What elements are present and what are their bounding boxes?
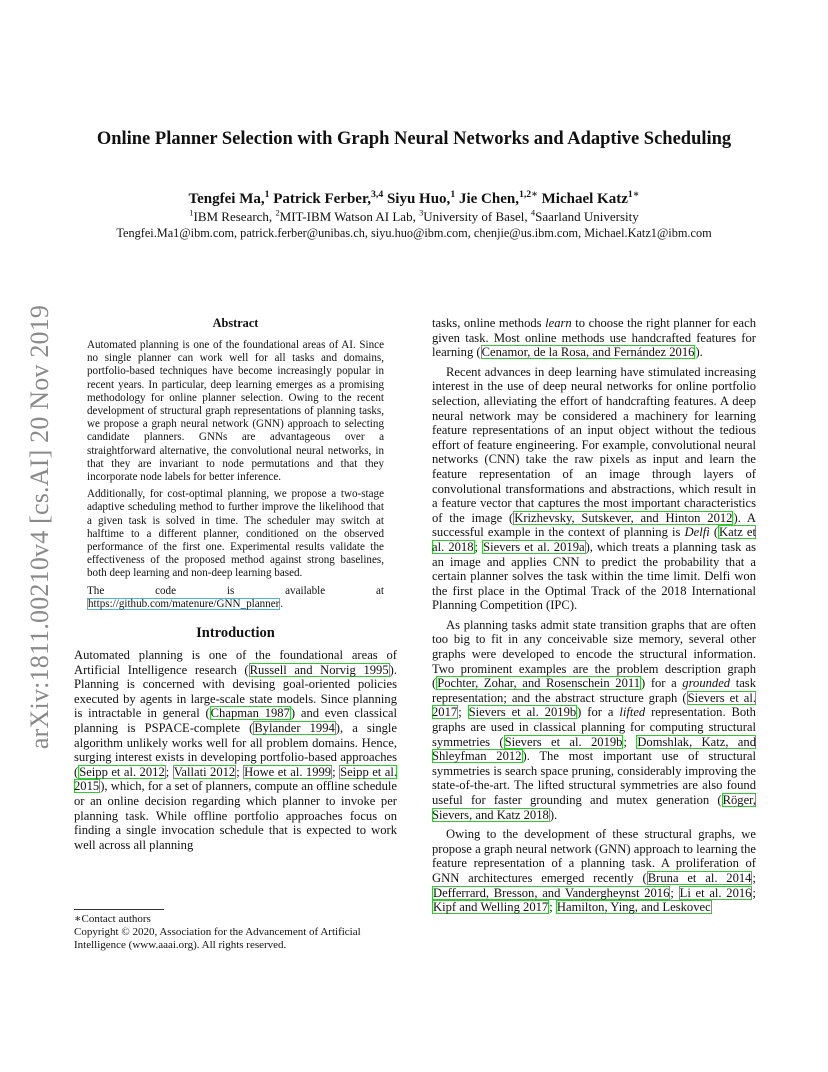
author: Siyu Huo,$^1$ [386,189,456,207]
citation-link[interactable]: Seipp et al. 2012 [79,764,165,779]
right-column [432,316,756,920]
citation-link[interactable]: Pochter, Zohar, and Rosenschein 2011 [437,676,641,691]
citation-link[interactable]: Russell and Norvig 1995 [249,662,389,677]
left-column [74,316,397,857]
introduction-heading: Introduction [196,625,275,642]
paper-title: Online Planner Selection with Graph Neural Networks and Adaptive Scheduling [96,129,732,149]
citation-link[interactable]: Seipp et al. 2015 [74,764,397,794]
citation-link[interactable]: Bylander 1994 [254,721,335,736]
author-list [60,191,768,208]
body-paragraph: As planning tasks admit state transition graphs that are often too big to fit in any conceivable size memory, several other graphs were developed to encode the structural information. Two prominent examples are the problem description graph (Pochter, Zohar, and Rosenschein 2011) for a grounded task representation; and the abstract structure graph (Sievers et al. 2017; Sievers et al. 2019b) for a lifted representation. Both graphs are used in classical planning for computing structural symmetries (Sievers et al. 2019b; Domshlak, Katz, and Shleyfman 2012). The most important use of structural symmetries is search space pruning, considerably improving the state-of-the-art. The lifted structural symmetries are also found useful for faster grounding and mutex generation (Röger, Sievers, and Katz 2018). [432,617,756,822]
body-paragraph: tasks, online methods learn to choose the right planner for each given task. Most online methods use handcrafted features for learning (Cenamor, de la Rosa, and Fernández 2016). [432,316,757,360]
arxiv-stamp [20,292,60,762]
citation-link[interactable]: Howe et al. 1999 [244,764,332,779]
abstract-paragraph: The code is available at https://github.com/matenure/GNN_planner. [87,584,384,610]
body-paragraph: Automated planning is one of the foundational areas of Artificial Intelligence research (Russell and Norvig 1995). Planning is concerned with devising goal-oriented policies executed by agents in large-scale state models. Since planning is intractable in general (Chapman 1987) and even classical planning is PSPACE-complete (Bylander 1994), a single algorithm unlikely works well for all problem domains. Hence, surging interest exists in developing portfolio-based approaches (Seipp et al. 2012; Vallati 2012; Howe et al. 1999; Seipp et al. 2015), which, for a set of planners, compute an offline schedule or an online decision regarding which planner to invoke per planning task. While offline portfolio approaches focus on finding a single invocation schedule that is expected to work well across all planning [74,648,397,852]
author: Michael Katz$^{1∗}$ [541,189,640,207]
citation-link[interactable]: Vallati 2012 [173,764,236,779]
abstract-paragraph: Automated planning is one of the foundational areas of AI. Since no single planner can work well for all tasks and domains, portfolio-based techniques have become increasingly popular in recent years. In particular, deep learning emerges as a promising methodology for online planner selection. Owing to the recent development of structural graph representations of planning tasks, we propose a graph neural network (GNN) approach to selecting candidate planners. GNNs are advantageous over a straightforward alternative, the convolutional neural networks, in that they are invariant to node permutations and that they incorporate node labels for better inference. [87,339,384,484]
citation-link[interactable]: Hamilton, Ying, and Leskovec [556,900,711,915]
footnote-rule [74,909,164,910]
citation-link[interactable]: Sievers et al. 2017 [432,690,756,720]
arxiv-stamp-text: arXiv:1811.00210v4 [cs.AI] 20 Nov 2019 [25,304,54,750]
body-paragraph: Owing to the development of these structural graphs, we propose a graph neural network (GNN) approach to learning the feature representation of a planning task. A proliferation of GNN architectures emerged recently (Bruna et al. 2014; Defferrard, Bresson, and Vandergheynst 2016; Li et al. 2016; Kipf and Welling 2017; Hamilton, Ying, and Leskovec [432,827,756,915]
citation-link[interactable]: Röger, Sievers, and Katz 2018 [432,793,756,822]
introduction-left-text [74,648,397,852]
body-paragraph: Recent advances in deep learning have stimulated increasing interest in the use of deep neural networks for online portfolio selection, alleviating the effort of handcrafting features. A deep neural network may be considered a machinery for learning feature representations of an input object without the tedious effort of feature engineering. For example, convolutional neural networks (CNN) take the raw pixels as input and learn the feature representation of an image through layers of convolutional transformations and abstractions, which result in a feature vector that captures the most important characteristics of the image (Krizhevsky, Sutskever, and Hinton 2012). A successful example in the context of planning is Delfi (Katz et al. 2018; Sievers et al. 2019a), which treats a planning task as an image and applies CNN to predict the probability that a certain planner solves the task within the time limit. Delfi won the first place in the Optimal Track of the 2018 International Planning Competition (IPC). [432,364,757,613]
citation-link[interactable]: Sievers et al. 2019b [468,705,577,720]
citation-link[interactable]: Krizhevsky, Sutskever, and Hinton 2012 [514,510,733,525]
abstract-heading: Abstract [212,316,259,330]
abstract-body [74,339,397,611]
citation-link[interactable]: Chapman 1987 [210,706,290,721]
code-link[interactable]: https://github.com/matenure/GNN_planner [88,597,280,610]
citation-link[interactable]: Sievers et al. 2019a [483,539,585,554]
abstract-paragraph: Additionally, for cost-optimal planning, we propose a two-stage adaptive scheduling method to further improve the likelihood that a given task is solved in time. The scheduler may switch at halftime to a different planner, conditioned on the observed performance of the first one. Experimental results validate the effectiveness of the proposed method against strong baselines, both deep learning and non-deep learning based. [87,488,384,580]
citation-link[interactable]: Sievers et al. 2019b [504,734,623,749]
footnote-copyright: Copyright © 2020, Association for the Advancement of Artificial Intelligence (www.aaai.org). All rights reserved. [74,926,361,951]
author: Tengfei Ma,$^1$ [188,189,270,207]
citation-link[interactable]: Kipf and Welling 2017 [433,900,549,915]
introduction-right-text [432,316,756,915]
author: Patrick Ferber,$^{3,4}$ [273,189,384,207]
author: Jie Chen,$^{1,2∗}$ [458,189,538,207]
citation-link[interactable]: Domshlak, Katz, and Shleyfman 2012 [432,734,756,764]
author-emails: Tengfei.Ma1@ibm.com, patrick.ferber@unibas.ch, siyu.huo@ibm.com, chenjie@us.ibm.com, Michael.Katz1@ibm.com [116,226,712,240]
footnote [74,909,397,952]
citation-link[interactable]: Katz et al. 2018 [432,525,756,554]
affiliations: $^1$IBM Research, $^2$MIT-IBM Watson AI Lab, $^3$University of Basel, $^4$Saarland University [189,207,639,224]
footnote-contact: ∗Contact authors [74,913,151,925]
citation-link[interactable]: Defferrard, Bresson, and Vandergheynst 2016 [433,885,670,900]
citation-link[interactable]: Li et al. 2016 [679,885,752,900]
citation-link[interactable]: Bruna et al. 2014 [647,870,752,885]
citation-link[interactable]: Cenamor, de la Rosa, and Fernández 2016 [481,345,695,360]
